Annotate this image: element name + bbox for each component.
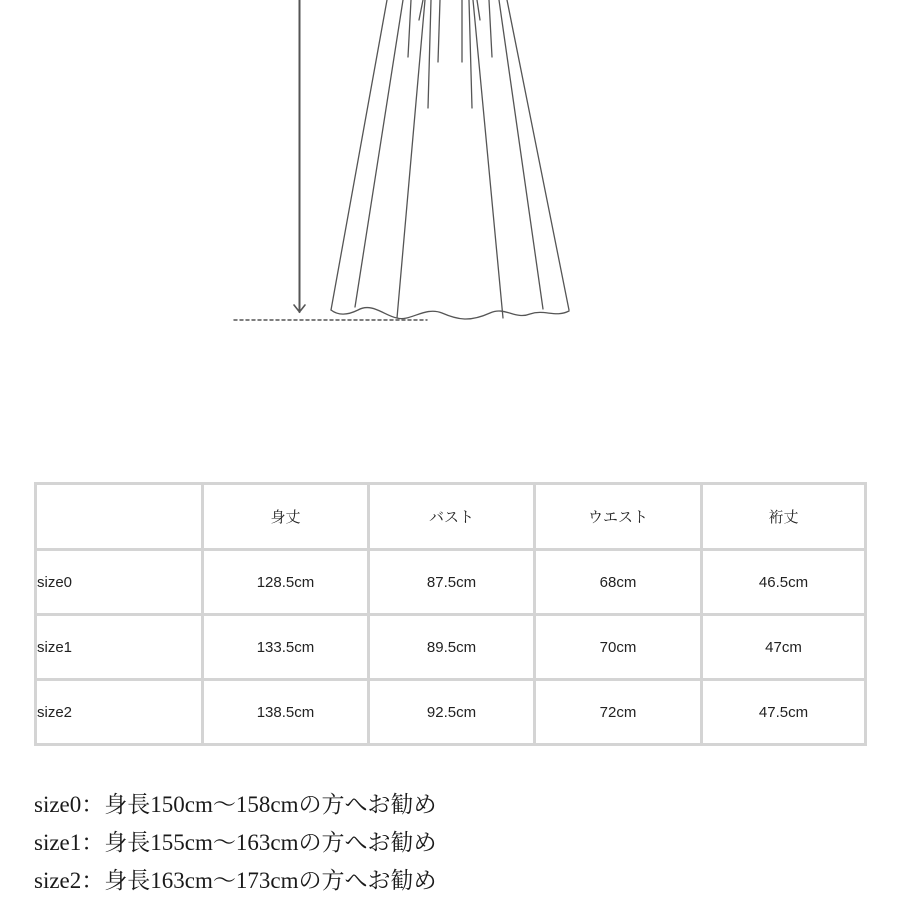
recommendation-size0: size0：身長150cm〜158cmの方へお勧め <box>34 792 437 817</box>
header-cell-waist: ウエスト <box>535 484 702 550</box>
size-chart-table <box>34 482 867 746</box>
cell-bust: 87.5cm <box>369 550 535 615</box>
cell-waist: 70cm <box>535 615 702 680</box>
cell-bust: 89.5cm <box>369 615 535 680</box>
cell-waist: 68cm <box>535 550 702 615</box>
cell-length: 128.5cm <box>203 550 369 615</box>
table-row <box>36 615 866 680</box>
cell-bust: 92.5cm <box>369 680 535 745</box>
row-label: size0 <box>36 550 203 615</box>
row-label: size1 <box>36 615 203 680</box>
cell-sleeve: 47.5cm <box>702 680 866 745</box>
row-label: size2 <box>36 680 203 745</box>
recommendation-size2: size2：身長163cm〜173cmの方へお勧め <box>34 868 437 893</box>
cell-length: 133.5cm <box>203 615 369 680</box>
header-cell-length: 身丈 <box>203 484 369 550</box>
cell-sleeve: 46.5cm <box>702 550 866 615</box>
recommendation-size1: size1：身長155cm〜163cmの方へお勧め <box>34 830 437 855</box>
cell-sleeve: 47cm <box>702 615 866 680</box>
cell-length: 138.5cm <box>203 680 369 745</box>
size-recommendations <box>34 786 436 900</box>
cell-waist: 72cm <box>535 680 702 745</box>
dress-drawing-icon <box>0 0 900 340</box>
dress-illustration <box>0 0 900 340</box>
table-row <box>36 550 866 615</box>
table-header-row <box>36 484 866 550</box>
header-cell-bust: バスト <box>369 484 535 550</box>
header-cell-empty <box>36 484 203 550</box>
table-row <box>36 680 866 745</box>
header-cell-sleeve: 裄丈 <box>702 484 866 550</box>
